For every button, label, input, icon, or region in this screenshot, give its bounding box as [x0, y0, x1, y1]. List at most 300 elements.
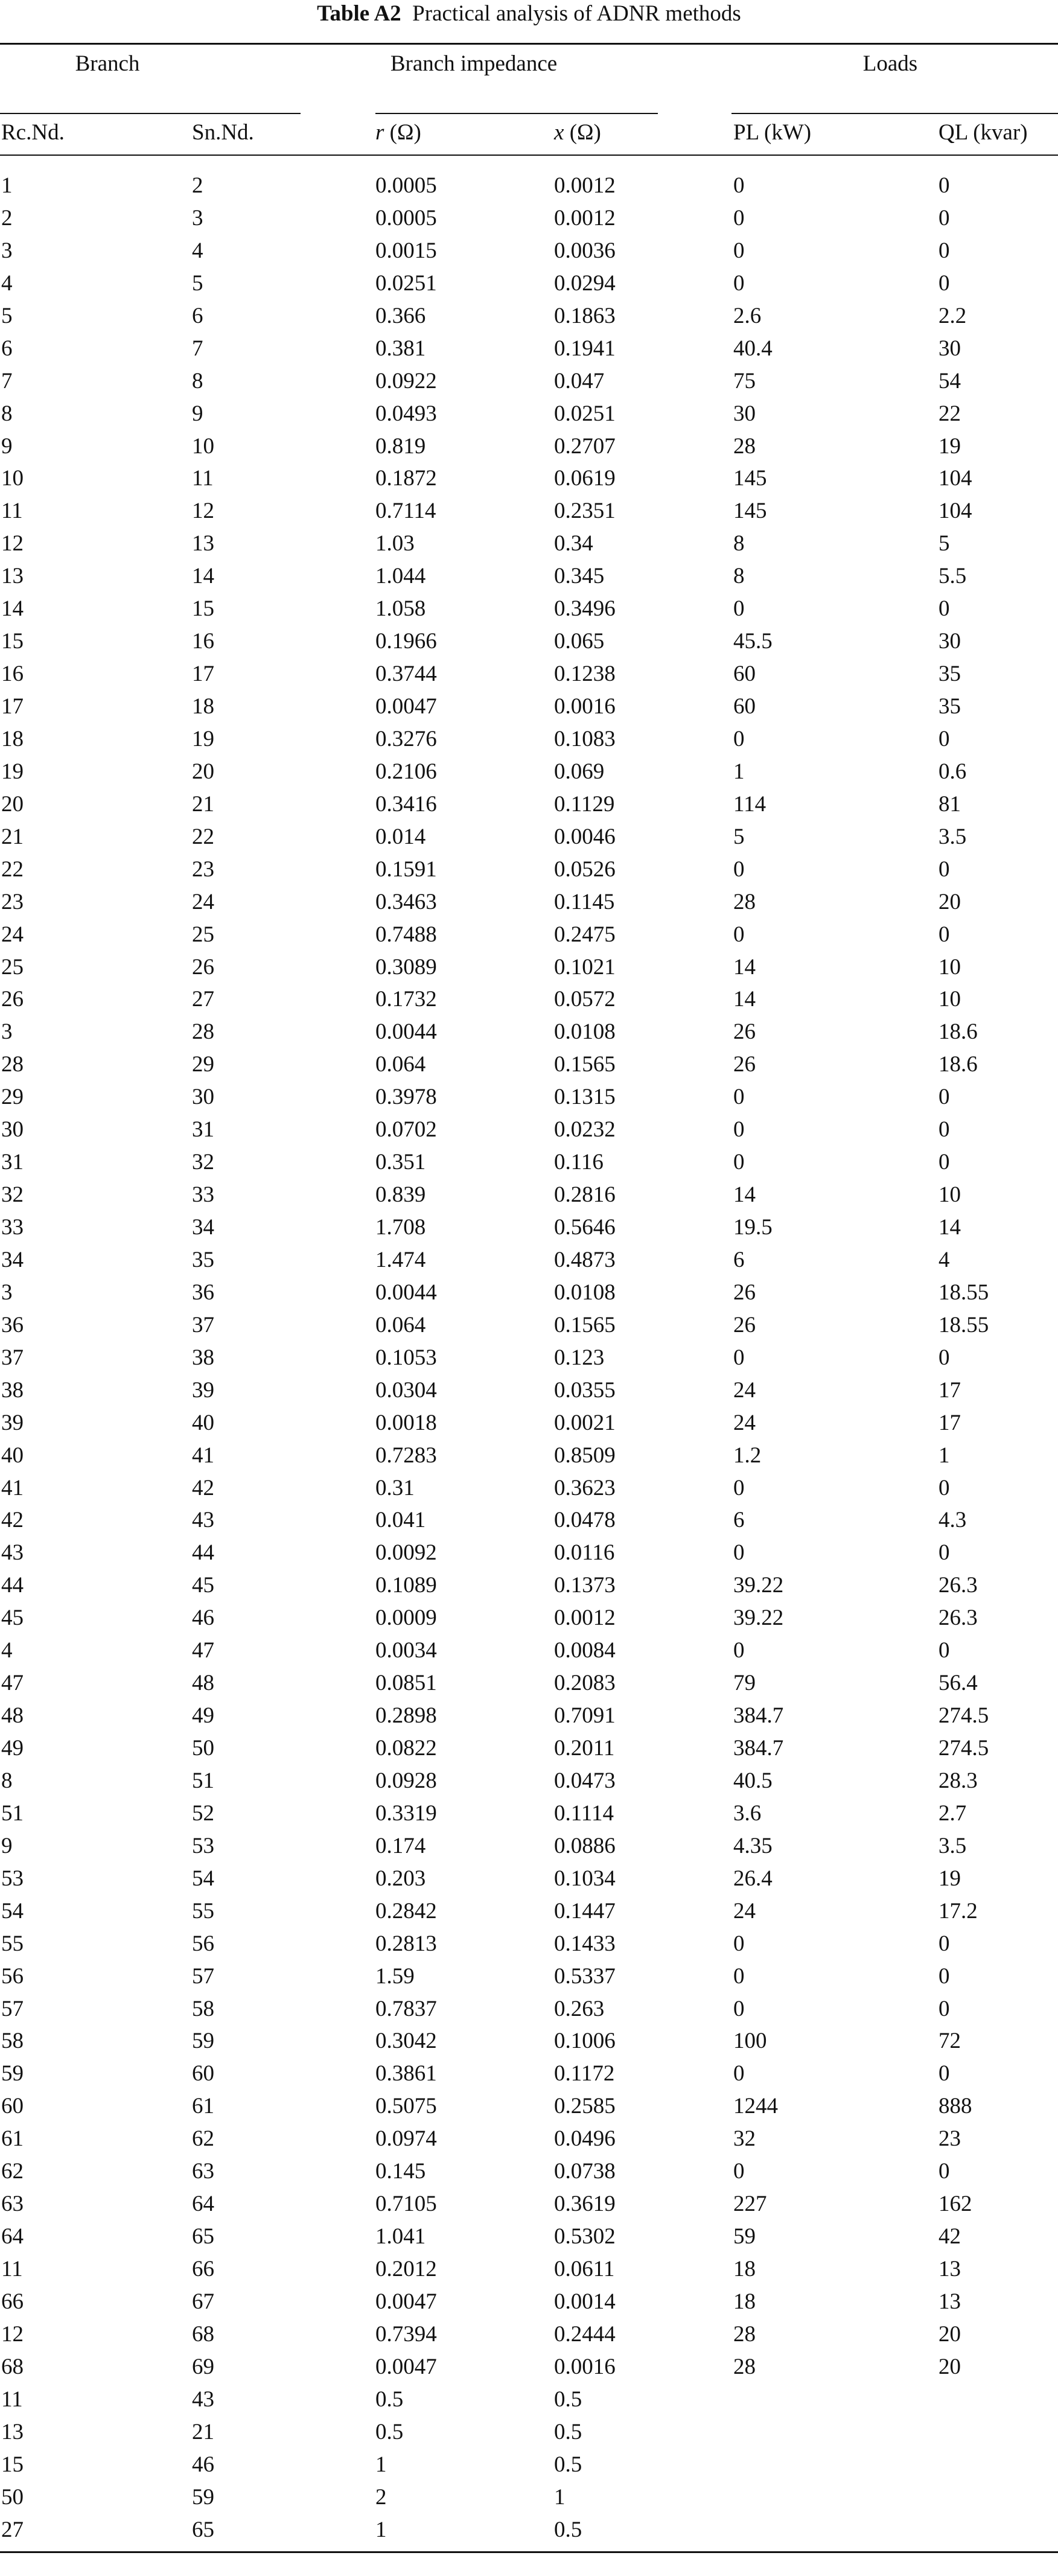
cell-reactive-load: 0: [938, 922, 950, 947]
cell-receiving-node: 31: [1, 1150, 24, 1175]
cell-receiving-node: 51: [1, 1800, 24, 1826]
cell-active-load: 0: [733, 856, 745, 882]
cell-sending-node: 59: [192, 2484, 214, 2510]
cell-sending-node: 62: [192, 2126, 214, 2152]
cell-receiving-node: 45: [1, 1605, 24, 1631]
cell-sending-node: 33: [192, 1182, 214, 1208]
cell-sending-node: 56: [192, 1931, 214, 1956]
cell-receiving-node: 9: [1, 433, 13, 459]
cell-reactive-load: 10: [938, 954, 961, 980]
cell-receiving-node: 3: [1, 238, 13, 263]
table-row: [0, 1083, 1058, 1116]
bottom-rule: [0, 2551, 1058, 2553]
cell-receiving-node: 11: [1, 499, 23, 524]
cell-reactive-load: 4: [938, 1247, 950, 1272]
cell-reactance: 0.116: [554, 1150, 604, 1175]
cell-active-load: 8: [733, 564, 745, 589]
table-row: [0, 1377, 1058, 1409]
table-caption: [0, 0, 1058, 27]
cell-reactance: 0.0496: [554, 2126, 616, 2152]
cell-receiving-node: 40: [1, 1443, 24, 1468]
cell-active-load: 1: [733, 759, 745, 784]
cell-resistance: 0.0044: [375, 1019, 437, 1045]
column-header-r-unit: (Ω): [389, 120, 421, 145]
cell-reactive-load: 888: [938, 2094, 972, 2119]
cell-sending-node: 52: [192, 1800, 214, 1826]
cell-resistance: 0.3319: [375, 1800, 437, 1826]
cell-active-load: 26: [733, 1019, 756, 1045]
cell-receiving-node: 21: [1, 824, 24, 849]
cell-active-load: 384.7: [733, 1703, 784, 1729]
table-row: [0, 1539, 1058, 1572]
cell-sending-node: 35: [192, 1247, 214, 1272]
table-row: [0, 2353, 1058, 2386]
cell-resistance: 0.2842: [375, 1898, 437, 1924]
cell-reactive-load: 3.5: [938, 1833, 967, 1858]
cell-resistance: 0.2106: [375, 759, 437, 784]
cell-reactance: 0.5: [554, 2517, 582, 2542]
cell-resistance: 0.0928: [375, 1768, 437, 1793]
cell-sending-node: 20: [192, 759, 214, 784]
cell-reactive-load: 0: [938, 2159, 950, 2184]
table-row: [0, 2288, 1058, 2321]
cell-reactive-load: 13: [938, 2289, 961, 2314]
cell-reactance: 0.2011: [554, 1736, 615, 1761]
cell-active-load: 28: [733, 2354, 756, 2379]
cell-active-load: 0: [733, 726, 745, 751]
cell-receiving-node: 28: [1, 1052, 24, 1077]
cell-reactive-load: 0: [938, 1085, 950, 1110]
cell-sending-node: 30: [192, 1085, 214, 1110]
table-row: [0, 758, 1058, 791]
cell-sending-node: 65: [192, 2224, 214, 2249]
group-header-loads: Loads: [862, 51, 918, 76]
cell-receiving-node: 56: [1, 1963, 24, 1989]
cell-receiving-node: 55: [1, 1931, 24, 1956]
cell-resistance: 0.0974: [375, 2126, 437, 2152]
table-row: [0, 1572, 1058, 1604]
cell-resistance: 0.3978: [375, 1085, 437, 1110]
cell-reactive-load: 56.4: [938, 1671, 978, 1696]
cell-sending-node: 8: [192, 368, 203, 394]
cell-active-load: 0: [733, 922, 745, 947]
cell-reactance: 0.0526: [554, 856, 616, 882]
cell-resistance: 0.0304: [375, 1377, 437, 1403]
cell-reactance: 0.2351: [554, 499, 616, 524]
table-row: [0, 2158, 1058, 2190]
table-row: [0, 1865, 1058, 1898]
cell-receiving-node: 39: [1, 1410, 24, 1435]
cell-resistance: 2: [375, 2484, 387, 2510]
cell-sending-node: 13: [192, 531, 214, 556]
cell-sending-node: 66: [192, 2257, 214, 2281]
cell-reactance: 1: [554, 2484, 566, 2510]
table-row: [0, 497, 1058, 530]
cell-sending-node: 27: [192, 987, 214, 1012]
cell-active-load: 26: [733, 1312, 756, 1337]
cell-receiving-node: 38: [1, 1377, 24, 1403]
cell-resistance: 0.1591: [375, 856, 437, 882]
table-row: [0, 1669, 1058, 1702]
cell-receiving-node: 8: [1, 1768, 13, 1793]
cell-reactive-load: 26.3: [938, 1573, 978, 1598]
cell-receiving-node: 34: [1, 1247, 24, 1272]
cell-resistance: 0.3042: [375, 2029, 437, 2054]
cell-reactive-load: 4.3: [938, 1508, 967, 1533]
cell-reactive-load: 274.5: [938, 1736, 989, 1761]
cell-reactive-load: 0: [938, 856, 950, 882]
cell-sending-node: 16: [192, 629, 214, 654]
table-row: [0, 1409, 1058, 1442]
cell-reactance: 0.4873: [554, 1247, 616, 1272]
cell-resistance: 0.3089: [375, 954, 437, 980]
cell-receiving-node: 9: [1, 1833, 13, 1858]
cell-reactance: 0.1941: [554, 336, 616, 361]
cell-reactance: 0.0251: [554, 401, 616, 426]
cell-active-load: 0: [733, 1085, 745, 1110]
cell-reactance: 0.1863: [554, 303, 616, 328]
cell-active-load: 4.35: [733, 1833, 773, 1858]
cell-reactive-load: 274.5: [938, 1703, 989, 1729]
cell-active-load: 18: [733, 2289, 756, 2314]
cell-receiving-node: 27: [1, 2517, 24, 2542]
cell-receiving-node: 15: [1, 629, 24, 654]
cell-resistance: 0.0251: [375, 270, 437, 296]
cell-sending-node: 24: [192, 889, 214, 914]
cell-reactive-load: 20: [938, 2354, 961, 2379]
cell-reactance: 0.1433: [554, 1931, 616, 1956]
cell-reactance: 0.0619: [554, 466, 616, 491]
table-row: [0, 2386, 1058, 2418]
cell-reactance: 0.1006: [554, 2029, 616, 2054]
cell-reactive-load: 26.3: [938, 1605, 978, 1631]
cell-resistance: 1.03: [375, 531, 415, 556]
cell-resistance: 0.014: [375, 824, 426, 849]
table-caption-label: Table A2: [317, 1, 401, 26]
cell-resistance: 0.0009: [375, 1605, 437, 1631]
cell-reactance: 0.1145: [554, 889, 615, 914]
table-row: [0, 1116, 1058, 1149]
cell-resistance: 0.0005: [375, 173, 437, 198]
cell-resistance: 0.381: [375, 336, 426, 361]
cell-reactance: 0.0012: [554, 205, 616, 231]
cell-receiving-node: 48: [1, 1703, 24, 1729]
cell-active-load: 24: [733, 1898, 756, 1924]
cell-reactive-load: 30: [938, 336, 961, 361]
cell-resistance: 0.3744: [375, 662, 437, 687]
cell-resistance: 1.474: [375, 1247, 426, 1272]
cell-sending-node: 41: [192, 1443, 214, 1468]
cell-receiving-node: 8: [1, 401, 13, 426]
cell-active-load: 1.2: [733, 1443, 762, 1468]
cell-reactance: 0.3623: [554, 1475, 616, 1500]
cell-reactance: 0.1373: [554, 1573, 616, 1598]
cell-receiving-node: 58: [1, 2029, 24, 2054]
cell-resistance: 0.0044: [375, 1280, 437, 1305]
table-row: [0, 1279, 1058, 1312]
cell-sending-node: 68: [192, 2321, 214, 2347]
cell-receiving-node: 13: [1, 2419, 24, 2444]
cell-reactance: 0.065: [554, 629, 605, 654]
cell-sending-node: 53: [192, 1833, 214, 1858]
cell-resistance: 0.0092: [375, 1540, 437, 1566]
cell-receiving-node: 19: [1, 759, 24, 784]
table-row: [0, 1442, 1058, 1475]
cell-reactive-load: 72: [938, 2029, 961, 2054]
cell-receiving-node: 11: [1, 2257, 23, 2281]
cell-active-load: 0: [733, 1345, 745, 1370]
cell-resistance: 0.0493: [375, 401, 437, 426]
cell-receiving-node: 59: [1, 2061, 24, 2087]
cell-reactive-load: 18.6: [938, 1052, 978, 1077]
cell-sending-node: 9: [192, 401, 203, 426]
cell-active-load: 1244: [733, 2094, 778, 2119]
cell-sending-node: 51: [192, 1768, 214, 1793]
cell-reactive-load: 5: [938, 531, 950, 556]
table-row: [0, 1181, 1058, 1214]
cell-active-load: 0: [733, 238, 745, 263]
table-row: [0, 1312, 1058, 1344]
cell-receiving-node: 47: [1, 1671, 24, 1696]
cell-reactance: 0.0016: [554, 694, 616, 719]
cell-receiving-node: 6: [1, 336, 13, 361]
table-row: [0, 1702, 1058, 1735]
cell-resistance: 0.819: [375, 433, 426, 459]
cell-resistance: 0.064: [375, 1312, 426, 1337]
cell-reactive-load: 0: [938, 1931, 950, 1956]
cell-sending-node: 45: [192, 1573, 214, 1598]
cell-sending-node: 42: [192, 1475, 214, 1500]
cell-reactance: 0.34: [554, 531, 593, 556]
table-row: [0, 1800, 1058, 1832]
cell-active-load: 0: [733, 1931, 745, 1956]
cell-reactive-load: 18.55: [938, 1312, 989, 1337]
cell-reactance: 0.047: [554, 368, 605, 394]
cell-sending-node: 25: [192, 922, 214, 947]
cell-sending-node: 28: [192, 1019, 214, 1045]
cell-reactive-load: 18.6: [938, 1019, 978, 1045]
cell-active-load: 6: [733, 1508, 745, 1533]
cell-reactive-load: 0: [938, 1117, 950, 1143]
cell-active-load: 114: [733, 791, 766, 817]
cell-reactance: 0.0021: [554, 1410, 616, 1435]
cell-active-load: 39.22: [733, 1605, 784, 1631]
cell-reactive-load: 35: [938, 662, 961, 687]
cell-active-load: 26.4: [733, 1866, 773, 1891]
cell-active-load: 0: [733, 1117, 745, 1143]
cell-reactance: 0.263: [554, 1996, 605, 2021]
cell-active-load: 0: [733, 1963, 745, 1989]
cell-receiving-node: 64: [1, 2224, 24, 2249]
cell-reactance: 0.0012: [554, 173, 616, 198]
branch-subrule: [0, 113, 301, 114]
table-row: [0, 1149, 1058, 1181]
cell-receiving-node: 12: [1, 2321, 24, 2347]
cell-resistance: 1: [375, 2517, 387, 2542]
cell-reactance: 0.0014: [554, 2289, 616, 2314]
cell-receiving-node: 16: [1, 662, 24, 687]
cell-reactance: 0.3496: [554, 596, 616, 622]
table-row: [0, 2321, 1058, 2353]
cell-reactive-load: 20: [938, 889, 961, 914]
cell-reactance: 0.1172: [554, 2061, 615, 2087]
cell-resistance: 0.31: [375, 1475, 415, 1500]
table-row: [0, 888, 1058, 921]
cell-sending-node: 18: [192, 694, 214, 719]
table-row: [0, 1995, 1058, 2028]
cell-resistance: 0.145: [375, 2159, 426, 2184]
cell-receiving-node: 54: [1, 1898, 24, 1924]
table-row: [0, 921, 1058, 954]
cell-reactance: 0.3619: [554, 2192, 616, 2217]
cell-receiving-node: 14: [1, 596, 24, 622]
cell-reactive-load: 0: [938, 1475, 950, 1500]
cell-resistance: 0.0922: [375, 368, 437, 394]
cell-reactive-load: 104: [938, 499, 972, 524]
cell-sending-node: 10: [192, 433, 214, 459]
cell-reactance: 0.069: [554, 759, 605, 784]
table-row: [0, 2418, 1058, 2451]
cell-sending-node: 4: [192, 238, 203, 263]
cell-active-load: 6: [733, 1247, 745, 1272]
cell-reactance: 0.0084: [554, 1638, 616, 1663]
cell-receiving-node: 2: [1, 205, 13, 231]
cell-active-load: 0: [733, 2061, 745, 2087]
cell-sending-node: 43: [192, 1508, 214, 1533]
cell-active-load: 40.5: [733, 1768, 773, 1793]
cell-sending-node: 64: [192, 2192, 214, 2217]
cell-reactance: 0.1034: [554, 1866, 616, 1891]
cell-reactance: 0.1238: [554, 662, 616, 687]
cell-resistance: 0.041: [375, 1508, 426, 1533]
cell-active-load: 40.4: [733, 336, 773, 361]
table-row: [0, 1637, 1058, 1669]
cell-reactive-load: 0: [938, 1638, 950, 1663]
cell-resistance: 0.064: [375, 1052, 426, 1077]
cell-resistance: 0.3463: [375, 889, 437, 914]
cell-active-load: 0: [733, 1638, 745, 1663]
cell-reactive-load: 19: [938, 433, 961, 459]
cell-receiving-node: 63: [1, 2192, 24, 2217]
table-row: [0, 791, 1058, 823]
cell-active-load: 28: [733, 889, 756, 914]
cell-resistance: 0.203: [375, 1866, 426, 1891]
cell-resistance: 0.1966: [375, 629, 437, 654]
cell-receiving-node: 29: [1, 1085, 24, 1110]
cell-resistance: 0.7105: [375, 2192, 437, 2217]
table-row: [0, 465, 1058, 497]
table-row: [0, 823, 1058, 856]
table-caption-text: Practical analysis of ADNR methods: [412, 1, 741, 26]
table-row: [0, 1604, 1058, 1637]
table-row: [0, 954, 1058, 986]
cell-resistance: 0.7114: [375, 499, 436, 524]
cell-reactance: 0.2707: [554, 433, 616, 459]
cell-receiving-node: 7: [1, 368, 13, 394]
cell-active-load: 0: [733, 173, 745, 198]
header-rule: [0, 155, 1058, 156]
cell-reactive-load: 13: [938, 2257, 961, 2281]
cell-reactance: 0.0611: [554, 2257, 615, 2281]
cell-reactance: 0.2444: [554, 2321, 616, 2347]
cell-receiving-node: 12: [1, 531, 24, 556]
cell-sending-node: 67: [192, 2289, 214, 2314]
top-rule: [0, 43, 1058, 45]
cell-resistance: 1.708: [375, 1215, 426, 1240]
cell-active-load: 24: [733, 1377, 756, 1403]
table-row: [0, 628, 1058, 660]
cell-resistance: 0.0015: [375, 238, 437, 263]
cell-reactance: 0.0012: [554, 1605, 616, 1631]
cell-receiving-node: 24: [1, 922, 24, 947]
cell-active-load: 26: [733, 1280, 756, 1305]
cell-resistance: 0.7283: [375, 1443, 437, 1468]
cell-reactive-load: 5.5: [938, 564, 967, 589]
cell-sending-node: 17: [192, 662, 214, 687]
cell-active-load: 14: [733, 1182, 756, 1208]
table-row: [0, 205, 1058, 237]
cell-resistance: 0.5075: [375, 2094, 437, 2119]
table-row: [0, 1767, 1058, 1800]
cell-active-load: 60: [733, 694, 756, 719]
table-row: [0, 2451, 1058, 2484]
table-row: [0, 693, 1058, 725]
cell-receiving-node: 30: [1, 1117, 24, 1143]
cell-reactive-load: 22: [938, 401, 961, 426]
cell-reactive-load: 1: [938, 1443, 950, 1468]
cell-sending-node: 34: [192, 1215, 214, 1240]
impedance-subrule: [375, 113, 658, 114]
table-row: [0, 2093, 1058, 2125]
column-header-sn: Sn.Nd.: [192, 120, 254, 145]
cell-sending-node: 43: [192, 2386, 214, 2412]
cell-active-load: 0: [733, 205, 745, 231]
table-row: [0, 1246, 1058, 1279]
cell-reactive-load: 0: [938, 1963, 950, 1989]
cell-active-load: 14: [733, 954, 756, 980]
cell-sending-node: 69: [192, 2354, 214, 2379]
table-row: [0, 530, 1058, 563]
cell-resistance: 0.3861: [375, 2061, 437, 2087]
cell-reactance: 0.1129: [554, 791, 615, 817]
cell-active-load: 0: [733, 1996, 745, 2021]
cell-resistance: 1.59: [375, 1963, 415, 1989]
table-row: [0, 2256, 1058, 2288]
table-row: [0, 1832, 1058, 1865]
cell-resistance: 0.0047: [375, 2354, 437, 2379]
cell-active-load: 26: [733, 1052, 756, 1077]
cell-receiving-node: 22: [1, 856, 24, 882]
table-row: [0, 302, 1058, 335]
cell-active-load: 0: [733, 270, 745, 296]
cell-reactive-load: 42: [938, 2224, 961, 2249]
cell-reactive-load: 0: [938, 238, 950, 263]
cell-reactance: 0.5337: [554, 1963, 616, 1989]
cell-receiving-node: 26: [1, 987, 24, 1012]
cell-sending-node: 47: [192, 1638, 214, 1663]
cell-resistance: 0.7837: [375, 1996, 437, 2021]
cell-sending-node: 12: [192, 499, 214, 524]
cell-resistance: 0.366: [375, 303, 426, 328]
table-row: [0, 237, 1058, 270]
cell-reactive-load: 104: [938, 466, 972, 491]
cell-active-load: 227: [733, 2192, 767, 2217]
cell-active-load: 100: [733, 2029, 767, 2054]
cell-reactance: 0.1447: [554, 1898, 616, 1924]
cell-reactance: 0.0108: [554, 1019, 616, 1045]
cell-reactive-load: 14: [938, 1215, 961, 1240]
cell-resistance: 1.041: [375, 2224, 426, 2249]
